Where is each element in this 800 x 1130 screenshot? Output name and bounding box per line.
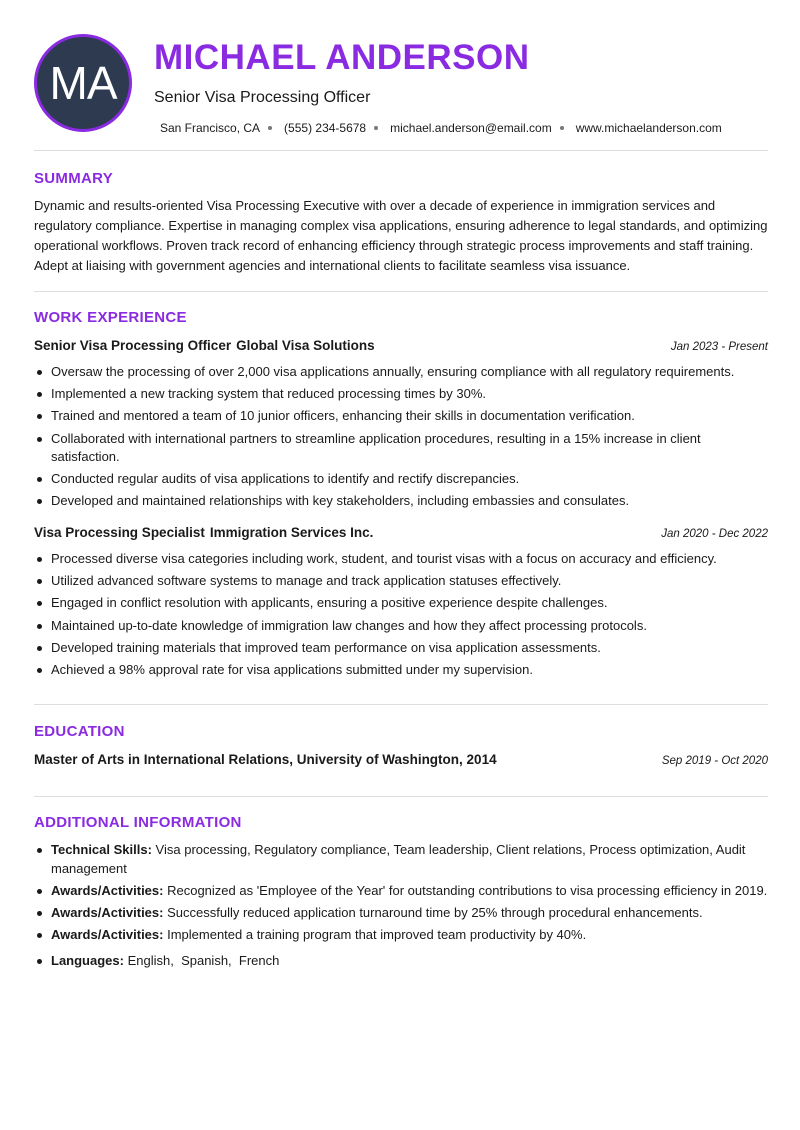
separator-dot-icon	[560, 126, 564, 130]
contact-email[interactable]: michael.anderson@email.com	[390, 121, 552, 135]
contact-phone: (555) 234-5678	[284, 121, 367, 135]
list-item	[34, 952, 768, 971]
job-company: Global Visa Solutions	[236, 338, 375, 353]
list-item: Developed and maintained relationships with key stakeholders, including embassies and consulates.	[34, 492, 768, 511]
list-item: Achieved a 98% approval rate for visa applications submitted under my supervision.	[34, 661, 768, 680]
additional-heading: ADDITIONAL INFORMATION	[34, 814, 242, 831]
list-item	[34, 926, 768, 945]
contact-location: San Francisco, CA	[160, 121, 261, 135]
summary-text: Dynamic and results-oriented Visa Processing Executive with over a decade of experience in immigration services and regulatory compliance. Expertise in managing complex visa applications, ensuring adherence to legal standards, and optimizing operational workflows. Proven track record of enhancing efficiency through strategic process improvements and staff training. Adept at liaising with government agencies and international clients to facilitate seamless visa issuance.	[34, 198, 768, 273]
item-text: Visa processing, Regulatory compliance, Team leadership, Client relations, Process optimization, Audit management	[51, 842, 746, 876]
contact-bar	[160, 121, 722, 135]
list-item: Engaged in conflict resolution with applicants, ensuring a positive experience despite challenges.	[34, 594, 768, 613]
separator-dot-icon	[268, 126, 272, 130]
item-text: English, Spanish, French	[127, 952, 280, 968]
list-item: Maintained up-to-date knowledge of immigration law changes and how they affect processing protocols.	[34, 617, 768, 636]
job-dates: Jan 2020 - Dec 2022	[661, 528, 768, 540]
item-text: Implemented a training program that improved team productivity by 40%.	[167, 927, 587, 943]
job-dates: Jan 2023 - Present	[670, 341, 768, 353]
education-heading: EDUCATION	[34, 723, 125, 740]
item-text: Successfully reduced application turnaround time by 25% through procedural enhancements.	[167, 904, 703, 920]
job-role: Senior Visa Processing Officer	[34, 338, 232, 353]
list-item: Conducted regular audits of visa applications to identify and rectify discrepancies.	[34, 470, 768, 489]
experience-heading: WORK EXPERIENCE	[34, 309, 187, 326]
item-label: Awards/Activities:	[51, 882, 164, 898]
item-text: Recognized as 'Employee of the Year' for outstanding contributions to visa processing efficiency in 2019.	[167, 882, 768, 898]
list-item: Processed diverse visa categories including work, student, and tourist visas with a focus on accuracy and efficiency.	[34, 550, 768, 569]
candidate-name: MICHAEL ANDERSON	[154, 38, 530, 77]
list-item: Developed training materials that improved team performance on visa application assessments.	[34, 639, 768, 658]
education-degree: Master of Arts in International Relations, University of Washington, 2014	[34, 752, 497, 767]
item-label: Awards/Activities:	[51, 904, 164, 920]
item-label: Awards/Activities:	[51, 927, 164, 943]
list-item: Collaborated with international partners to streamline application procedures, resulting in a 15% increase in client satisfaction.	[34, 430, 768, 467]
list-item	[34, 882, 768, 901]
education-entry	[34, 752, 768, 767]
candidate-title: Senior Visa Processing Officer	[154, 89, 371, 106]
additional-list	[34, 841, 768, 974]
list-item	[34, 904, 768, 923]
divider	[34, 796, 768, 797]
divider	[34, 291, 768, 292]
list-item: Oversaw the processing of over 2,000 visa applications annually, ensuring compliance with all regulatory requirements.	[34, 363, 768, 382]
job-company: Immigration Services Inc.	[209, 525, 374, 540]
contact-website[interactable]: www.michaelanderson.com	[575, 121, 722, 135]
list-item: Utilized advanced software systems to manage and track application statuses effectively.	[34, 572, 768, 591]
job-bullets	[34, 550, 768, 683]
summary-heading: SUMMARY	[34, 170, 114, 187]
list-item: Implemented a new tracking system that reduced processing times by 30%.	[34, 385, 768, 404]
divider	[34, 704, 768, 705]
job-header	[34, 338, 768, 353]
list-item	[34, 841, 768, 878]
avatar-initials: MA	[49, 57, 117, 109]
item-label: Languages:	[51, 952, 124, 968]
list-item: Trained and mentored a team of 10 junior officers, enhancing their skills in documentation verification.	[34, 407, 768, 426]
job-bullets	[34, 363, 768, 515]
item-label: Technical Skills:	[51, 842, 152, 857]
education-dates: Sep 2019 - Oct 2020	[661, 755, 768, 767]
divider	[34, 150, 768, 151]
separator-dot-icon	[374, 126, 378, 130]
avatar	[34, 34, 132, 132]
job-header	[34, 525, 768, 540]
job-role: Visa Processing Specialist	[34, 525, 205, 540]
